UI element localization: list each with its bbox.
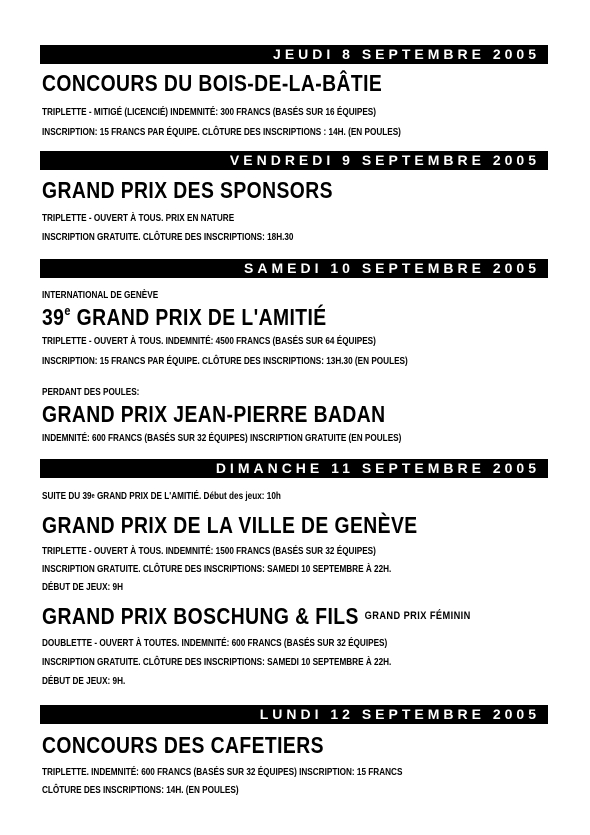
day-header-saturday: SAMEDI 10 SEPTEMBRE 2005 xyxy=(40,259,548,278)
event-title: CONCOURS DES CAFETIERS xyxy=(42,732,324,758)
day-header-sunday: DIMANCHE 11 SEPTEMBRE 2005 xyxy=(40,459,548,478)
event-pretitle xyxy=(42,490,281,503)
event-title-text: GRAND PRIX BOSCHUNG & FILS xyxy=(42,603,359,629)
event-title: CONCOURS DU BOIS-DE-LA-BÂTIE xyxy=(42,70,383,96)
event-title-note: GRAND PRIX FÉMININ xyxy=(364,610,471,622)
event-title: GRAND PRIX JEAN-PIERRE BADAN xyxy=(42,401,386,427)
event-detail-line: TRIPLETTE - MITIGÉ (LICENCIÉ) INDEMNITÉ: 300 FRANCS (BASÉS SUR 16 ÉQUIPES) xyxy=(42,106,377,118)
event-detail-line: DÉBUT DE JEUX: 9H xyxy=(42,581,124,593)
event-detail-line: TRIPLETTE - OUVERT À TOUS. INDEMNITÉ: 4500 FRANCS (BASÉS SUR 64 ÉQUIPES) xyxy=(42,335,376,347)
event-detail-line: TRIPLETTE - OUVERT À TOUS. PRIX EN NATURE xyxy=(42,212,235,224)
event-title: GRAND PRIX DES SPONSORS xyxy=(42,177,333,203)
event-detail-line: CLÔTURE DES INSCRIPTIONS: 14H. (EN POULES) xyxy=(42,784,239,796)
edition-number: 39 xyxy=(42,304,65,330)
event-detail-line: TRIPLETTE. INDEMNITÉ: 600 FRANCS (BASÉS SUR 32 ÉQUIPES) INSCRIPTION: 15 FRANCS xyxy=(42,766,403,778)
event-detail-line: INSCRIPTION: 15 FRANCS PAR ÉQUIPE. CLÔTURE DES INSCRIPTIONS: 13H.30 (EN POULES) xyxy=(42,355,408,367)
day-header-friday: VENDREDI 9 SEPTEMBRE 2005 xyxy=(40,151,548,170)
event-title: GRAND PRIX DE LA VILLE DE GENÈVE xyxy=(42,512,418,538)
event-detail-line: INDEMNITÉ: 600 FRANCS (BASÉS SUR 32 ÉQUIPES) INSCRIPTION GRATUITE (EN POULES) xyxy=(42,432,402,444)
event-title xyxy=(42,304,327,330)
event-pretitle: PERDANT DES POULES: xyxy=(42,386,140,398)
event-detail-line: INSCRIPTION: 15 FRANCS PAR ÉQUIPE. CLÔTURE DES INSCRIPTIONS : 14H. (EN POULES) xyxy=(42,126,401,138)
event-title-text: GRAND PRIX DE L'AMITIÉ xyxy=(76,304,327,330)
pretitle-part: SUITE DU 39 xyxy=(42,490,92,502)
event-detail-line: DOUBLETTE - OUVERT À TOUTES. INDEMNITÉ: 600 FRANCS (BASÉS SUR 32 ÉQUIPES) xyxy=(42,637,388,649)
pretitle-ordinal: e xyxy=(91,493,95,500)
event-detail-line: INSCRIPTION GRATUITE. CLÔTURE DES INSCRIPTIONS: SAMEDI 10 SEPTEMBRE À 22H. xyxy=(42,656,392,668)
day-header-thursday: JEUDI 8 SEPTEMBRE 2005 xyxy=(40,45,548,64)
event-detail-line: INSCRIPTION GRATUITE. CLÔTURE DES INSCRIPTIONS: SAMEDI 10 SEPTEMBRE À 22H. xyxy=(42,563,392,575)
pretitle-part: GRAND PRIX DE L'AMITIÉ. Début des jeux: 10h xyxy=(94,490,281,502)
event-title xyxy=(42,603,471,629)
event-detail-line: TRIPLETTE - OUVERT À TOUS. INDEMNITÉ: 1500 FRANCS (BASÉS SUR 32 ÉQUIPES) xyxy=(42,545,376,557)
event-detail-line: INSCRIPTION GRATUITE. CLÔTURE DES INSCRIPTIONS: 18H.30 xyxy=(42,231,294,243)
edition-ordinal: e xyxy=(64,303,71,318)
event-pretitle: INTERNATIONAL DE GENÈVE xyxy=(42,289,159,301)
day-header-monday: LUNDI 12 SEPTEMBRE 2005 xyxy=(40,705,548,724)
event-detail-line: DÉBUT DE JEUX: 9H. xyxy=(42,675,126,687)
